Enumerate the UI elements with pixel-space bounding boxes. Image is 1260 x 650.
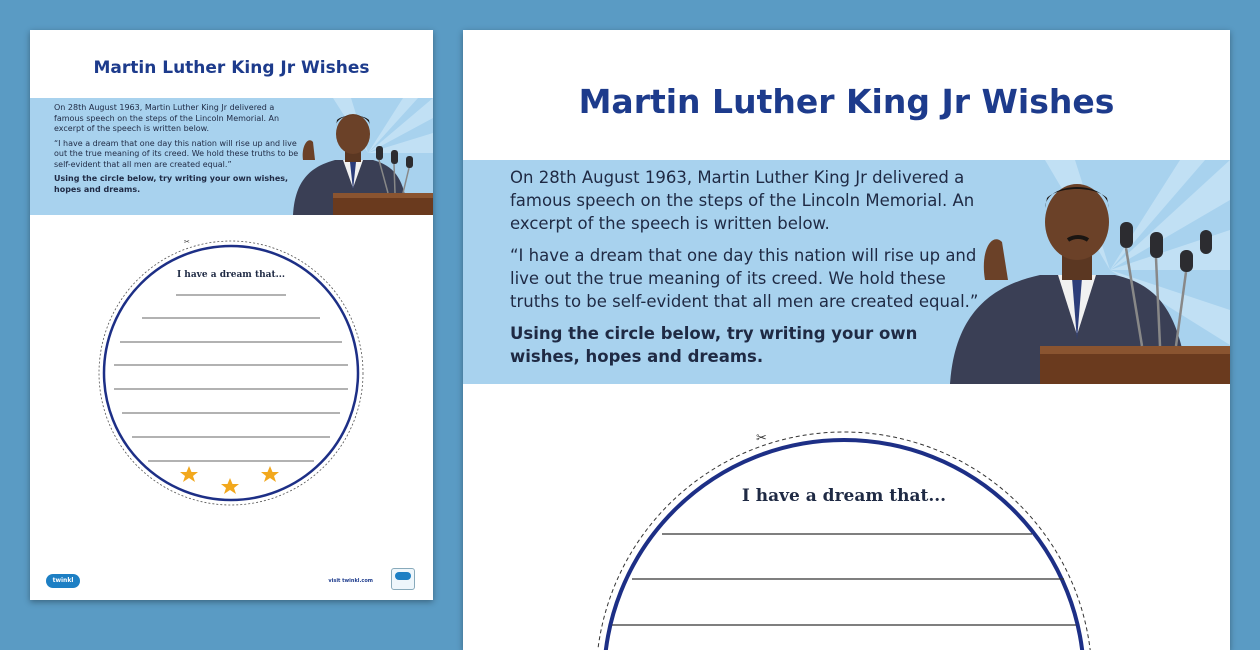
- mlk-speech-illustration: [273, 98, 433, 215]
- intro-text-block: [54, 103, 302, 199]
- worksheet-footer: [46, 518, 417, 590]
- intro-paragraph: On 28th August 1963, Martin Luther King Jr delivered a famous speech on the steps of the Lincoln Memorial. An excerpt of the speech is written below.: [54, 103, 280, 133]
- worksheet-preview-small: [30, 30, 433, 600]
- twinkl-logo: twinkl: [46, 574, 80, 588]
- intro-band: [463, 160, 1230, 384]
- instruction-text: Using the circle below, try writing your own wishes, hopes and dreams.: [510, 324, 918, 366]
- intro-band: [30, 98, 433, 215]
- instruction-text: Using the circle below, try writing your own wishes, hopes and dreams.: [54, 174, 289, 194]
- dream-circle: [594, 430, 1094, 650]
- dream-circle: [96, 238, 366, 508]
- scissors-icon: ✂: [756, 431, 767, 446]
- worksheet-preview-large: [463, 30, 1230, 650]
- speech-quote: “I have a dream that one day this nation will rise up and live out the true meaning of its creed. We hold these truths to be self-evident that all men are created equal.”: [54, 138, 299, 169]
- intro-text-block: [510, 166, 980, 377]
- dream-prompt: I have a dream that...: [741, 486, 947, 506]
- intro-paragraph: On 28th August 1963, Martin Luther King Jr delivered a famous speech on the steps of the Lincoln Memorial. An excerpt of the speech is written below.: [510, 168, 975, 233]
- worksheet-title: Martin Luther King Jr Wishes: [578, 82, 1115, 121]
- dream-circle-graphic: [594, 430, 1094, 650]
- visit-link-text: visit twinkl.com: [328, 578, 373, 584]
- dream-prompt: I have a dream that...: [176, 270, 286, 280]
- scissors-icon: ✂: [184, 238, 190, 246]
- speech-quote: “I have a dream that one day this nation will rise up and live out the true meaning of its creed. We hold these truths to be self-evident that all men are created equal.”: [510, 246, 979, 311]
- worksheet-title: Martin Luther King Jr Wishes: [93, 58, 370, 78]
- mlk-speech-illustration: [930, 160, 1230, 384]
- quality-badge-icon: [391, 568, 415, 590]
